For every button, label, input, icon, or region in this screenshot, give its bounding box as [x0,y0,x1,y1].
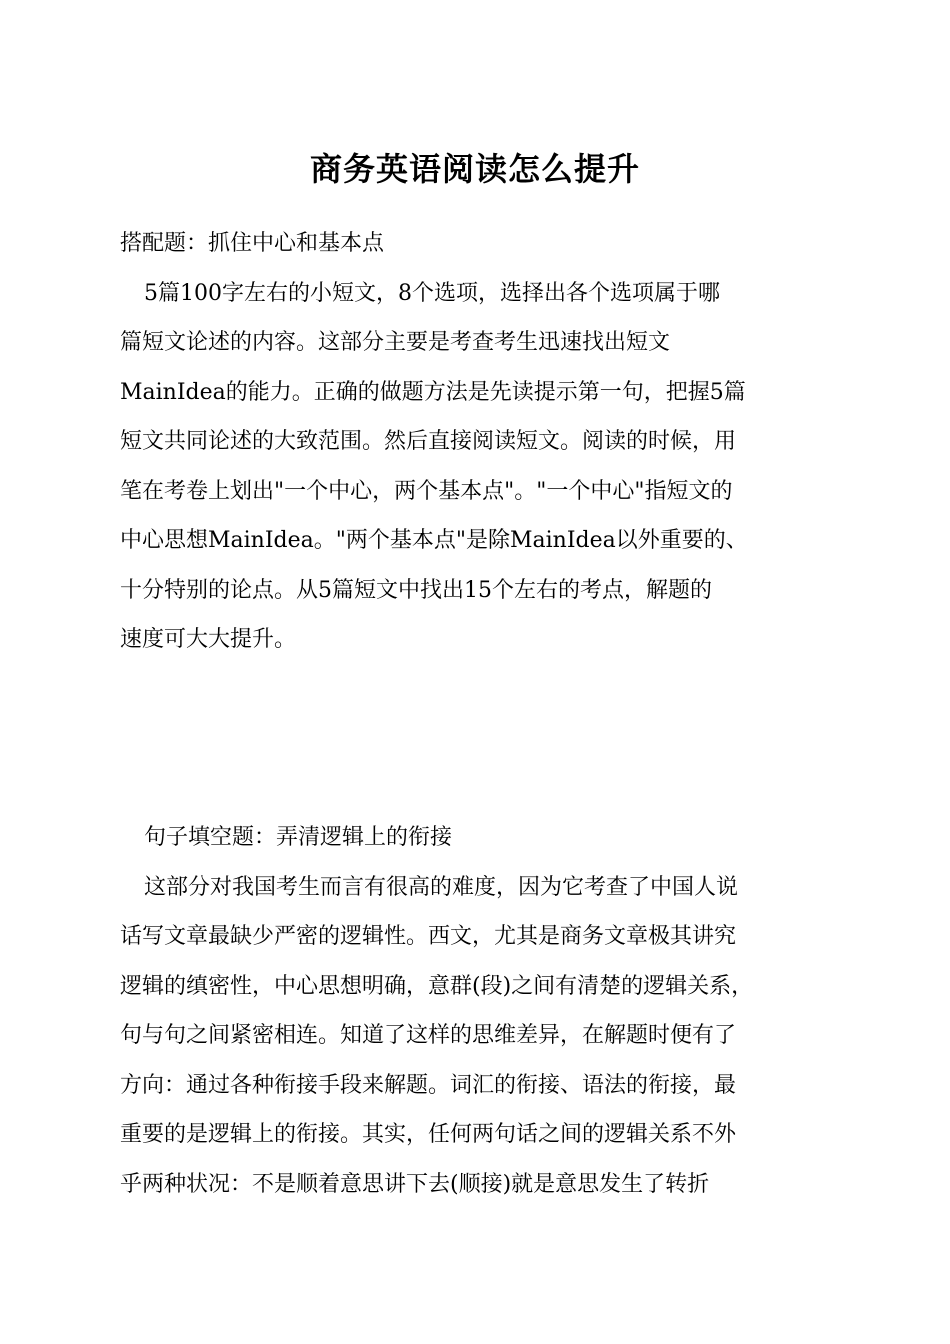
document-title: 商务英语阅读怎么提升 [309,150,640,188]
paragraph-line: 笔在考卷上划出"一个中心，两个基本点"。"一个中心"指短文的 [120,478,733,504]
paragraph-line: 逻辑的缜密性，中心思想明确，意群(段)之间有清楚的逻辑关系， [120,973,754,999]
paragraph-line: 速度可大大提升。 [120,627,297,652]
paragraph-line: 十分特别的论点。从5篇短文中找出15个左右的考点，解题的 [120,577,712,603]
section-matching [120,219,840,665]
section-sentence-fill [120,813,840,1209]
paragraph-line: 5篇100字左右的小短文，8个选项，选择出各个选项属于哪 [144,280,720,306]
section-heading: 句子填空题：弄清逻辑上的衔接 [144,825,453,850]
section-heading: 搭配题：抓住中心和基本点 [120,231,385,256]
paragraph-line: 乎两种状况：不是顺着意思讲下去(顺接)就是意思发生了转折 [120,1171,710,1197]
paragraph-line: 重要的是逻辑上的衔接。其实，任何两句话之间的逻辑关系不外 [120,1122,737,1147]
paragraph-line: 这部分对我国考生而言有很高的难度，因为它考查了中国人说 [144,874,739,900]
paragraph-line: 短文共同论述的大致范围。然后直接阅读短文。阅读的时候，用 [120,429,737,454]
paragraph-line: 方向：通过各种衔接手段来解题。词汇的衔接、语法的衔接，最 [120,1072,737,1098]
paragraph-line: 篇短文论述的内容。这部分主要是考查考生迅速找出短文 [120,330,671,355]
paragraph-line: 句与句之间紧密相连。知道了这样的思维差异，在解题时便有了 [120,1023,737,1048]
paragraph-line: 话写文章最缺少严密的逻辑性。西文，尤其是商务文章极其讲究 [120,924,737,949]
paragraph-line: MainIdea的能力。正确的做题方法是先读提示第一句，把握5篇 [120,379,746,405]
paragraph-line: 中心思想MainIdea。"两个基本点"是除MainIdea以外重要的、 [120,528,748,553]
